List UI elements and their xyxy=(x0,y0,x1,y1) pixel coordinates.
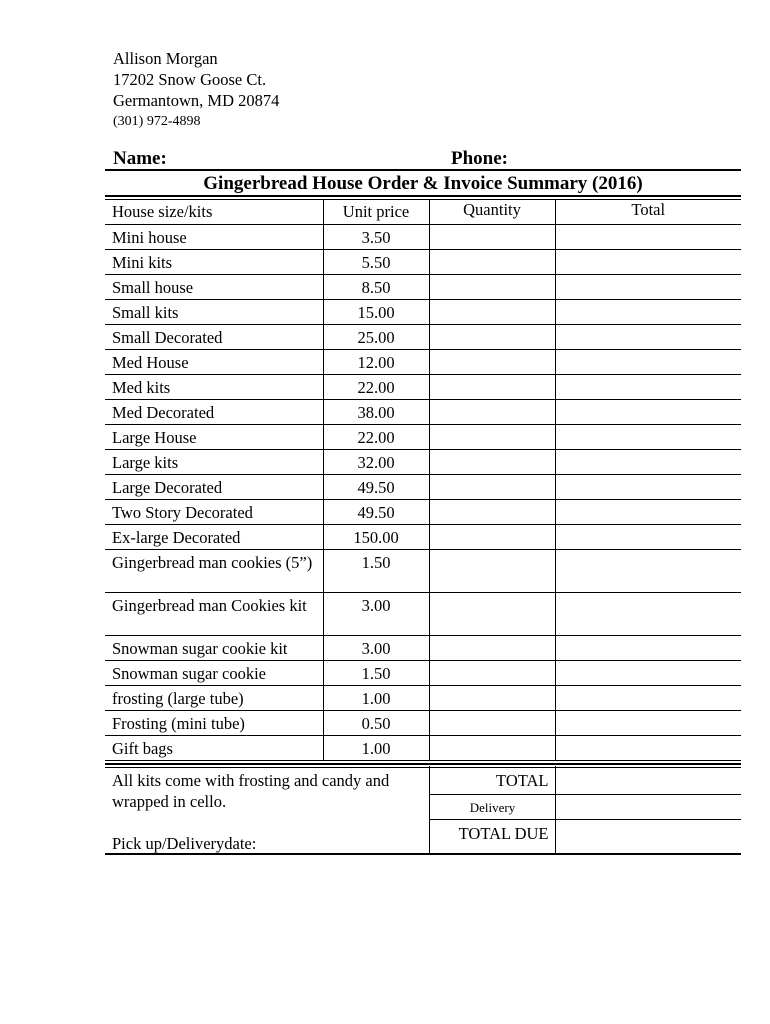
unit-price: 49.50 xyxy=(323,499,429,524)
header-item: House size/kits xyxy=(105,199,323,224)
header-total: Total xyxy=(555,199,741,224)
total-cell[interactable] xyxy=(555,274,741,299)
unit-price: 1.50 xyxy=(323,549,429,592)
quantity-cell[interactable] xyxy=(429,324,555,349)
table-row xyxy=(105,399,741,424)
header-rule xyxy=(105,169,741,171)
item-name: Snowman sugar cookie kit xyxy=(105,635,323,660)
item-name: Large kits xyxy=(105,449,323,474)
unit-price: 22.00 xyxy=(323,374,429,399)
total-cell[interactable] xyxy=(555,660,741,685)
unit-price: 49.50 xyxy=(323,474,429,499)
quantity-cell[interactable] xyxy=(429,224,555,249)
footer-note xyxy=(105,766,429,854)
unit-price: 3.00 xyxy=(323,635,429,660)
quantity-cell[interactable] xyxy=(429,660,555,685)
table-row xyxy=(105,549,741,592)
quantity-cell[interactable] xyxy=(429,524,555,549)
quantity-cell[interactable] xyxy=(429,549,555,592)
item-name: frosting (large tube) xyxy=(105,685,323,710)
unit-price: 0.50 xyxy=(323,710,429,735)
totals-table xyxy=(105,766,741,855)
table-row xyxy=(105,635,741,660)
item-name: Small house xyxy=(105,274,323,299)
unit-price: 32.00 xyxy=(323,449,429,474)
note-line-2: wrapped in cello. xyxy=(112,792,227,811)
total-cell[interactable] xyxy=(555,635,741,660)
item-name: Snowman sugar cookie xyxy=(105,660,323,685)
unit-price: 15.00 xyxy=(323,299,429,324)
table-row xyxy=(105,685,741,710)
quantity-cell[interactable] xyxy=(429,274,555,299)
delivery-label: Delivery xyxy=(429,794,555,819)
item-name: Mini house xyxy=(105,224,323,249)
unit-price: 8.50 xyxy=(323,274,429,299)
item-name: Frosting (mini tube) xyxy=(105,710,323,735)
sender-street: 17202 Snow Goose Ct. xyxy=(113,70,267,89)
quantity-cell[interactable] xyxy=(429,499,555,524)
quantity-cell[interactable] xyxy=(429,349,555,374)
quantity-cell[interactable] xyxy=(429,299,555,324)
unit-price: 1.00 xyxy=(323,685,429,710)
quantity-cell[interactable] xyxy=(429,474,555,499)
item-name: Small Decorated xyxy=(105,324,323,349)
table-row xyxy=(105,224,741,249)
table-row xyxy=(105,324,741,349)
total-cell[interactable] xyxy=(555,474,741,499)
total-cell[interactable] xyxy=(555,592,741,635)
table-row xyxy=(105,524,741,549)
unit-price: 12.00 xyxy=(323,349,429,374)
note-line-1: All kits come with frosting and candy and xyxy=(112,771,390,790)
quantity-cell[interactable] xyxy=(429,374,555,399)
table-row xyxy=(105,299,741,324)
item-name: Gingerbread man Cookies kit xyxy=(105,592,323,635)
sender-phone: (301) 972-4898 xyxy=(113,114,201,129)
table-row xyxy=(105,424,741,449)
item-name: Mini kits xyxy=(105,249,323,274)
delivery-value[interactable] xyxy=(555,794,741,819)
table-row xyxy=(105,660,741,685)
total-cell[interactable] xyxy=(555,374,741,399)
total-cell[interactable] xyxy=(555,685,741,710)
table-end-rule-top xyxy=(105,763,741,765)
unit-price: 150.00 xyxy=(323,524,429,549)
total-cell[interactable] xyxy=(555,735,741,760)
item-name: Small kits xyxy=(105,299,323,324)
name-label: Name: xyxy=(113,148,167,169)
total-cell[interactable] xyxy=(555,710,741,735)
table-row xyxy=(105,274,741,299)
item-name: Med Decorated xyxy=(105,399,323,424)
quantity-cell[interactable] xyxy=(429,635,555,660)
unit-price: 1.00 xyxy=(323,735,429,760)
total-cell[interactable] xyxy=(555,224,741,249)
unit-price: 3.50 xyxy=(323,224,429,249)
total-due-value[interactable] xyxy=(555,819,741,854)
quantity-cell[interactable] xyxy=(429,735,555,760)
table-row xyxy=(105,374,741,399)
table-row xyxy=(105,735,741,760)
title-rule-top xyxy=(105,195,741,197)
table-row xyxy=(105,449,741,474)
total-cell[interactable] xyxy=(555,549,741,592)
item-name: Large Decorated xyxy=(105,474,323,499)
unit-price: 25.00 xyxy=(323,324,429,349)
customer-header xyxy=(107,146,740,170)
quantity-cell[interactable] xyxy=(429,710,555,735)
footer-bottom-rule xyxy=(105,853,741,855)
total-label: TOTAL xyxy=(429,766,555,794)
table-row xyxy=(105,349,741,374)
item-name: Med House xyxy=(105,349,323,374)
item-name: Med kits xyxy=(105,374,323,399)
unit-price: 22.00 xyxy=(323,424,429,449)
item-name: Large House xyxy=(105,424,323,449)
item-name: Gift bags xyxy=(105,735,323,760)
sender-city: Germantown, MD 20874 xyxy=(113,91,280,110)
unit-price: 38.00 xyxy=(323,399,429,424)
total-cell[interactable] xyxy=(555,249,741,274)
quantity-cell[interactable] xyxy=(429,249,555,274)
table-row xyxy=(105,710,741,735)
item-name: Two Story Decorated xyxy=(105,499,323,524)
order-table xyxy=(105,199,741,761)
total-due-label: TOTAL DUE xyxy=(429,819,555,854)
total-cell[interactable] xyxy=(555,499,741,524)
header-quantity: Quantity xyxy=(429,199,555,224)
total-cell[interactable] xyxy=(555,524,741,549)
phone-label: Phone: xyxy=(451,148,508,169)
total-cell[interactable] xyxy=(555,399,741,424)
table-row xyxy=(105,499,741,524)
quantity-cell[interactable] xyxy=(429,399,555,424)
item-name: Gingerbread man cookies (5”) xyxy=(105,549,323,592)
table-row xyxy=(105,249,741,274)
quantity-cell[interactable] xyxy=(429,685,555,710)
total-cell[interactable] xyxy=(555,349,741,374)
pickup-label: Pick up/Deliverydate: xyxy=(112,834,257,853)
unit-price: 5.50 xyxy=(323,249,429,274)
unit-price: 3.00 xyxy=(323,592,429,635)
sender-address xyxy=(113,48,279,132)
table-row xyxy=(105,592,741,635)
table-header-row xyxy=(105,199,741,224)
total-cell[interactable] xyxy=(555,424,741,449)
total-cell[interactable] xyxy=(555,299,741,324)
total-cell[interactable] xyxy=(555,324,741,349)
total-cell[interactable] xyxy=(555,449,741,474)
sender-name: Allison Morgan xyxy=(113,49,218,68)
table-row xyxy=(105,474,741,499)
header-price: Unit price xyxy=(323,199,429,224)
invoice-title: Gingerbread House Order & Invoice Summary (2016) xyxy=(203,173,643,194)
quantity-cell[interactable] xyxy=(429,592,555,635)
unit-price: 1.50 xyxy=(323,660,429,685)
item-name: Ex-large Decorated xyxy=(105,524,323,549)
total-value[interactable] xyxy=(555,766,741,794)
quantity-cell[interactable] xyxy=(429,424,555,449)
quantity-cell[interactable] xyxy=(429,449,555,474)
